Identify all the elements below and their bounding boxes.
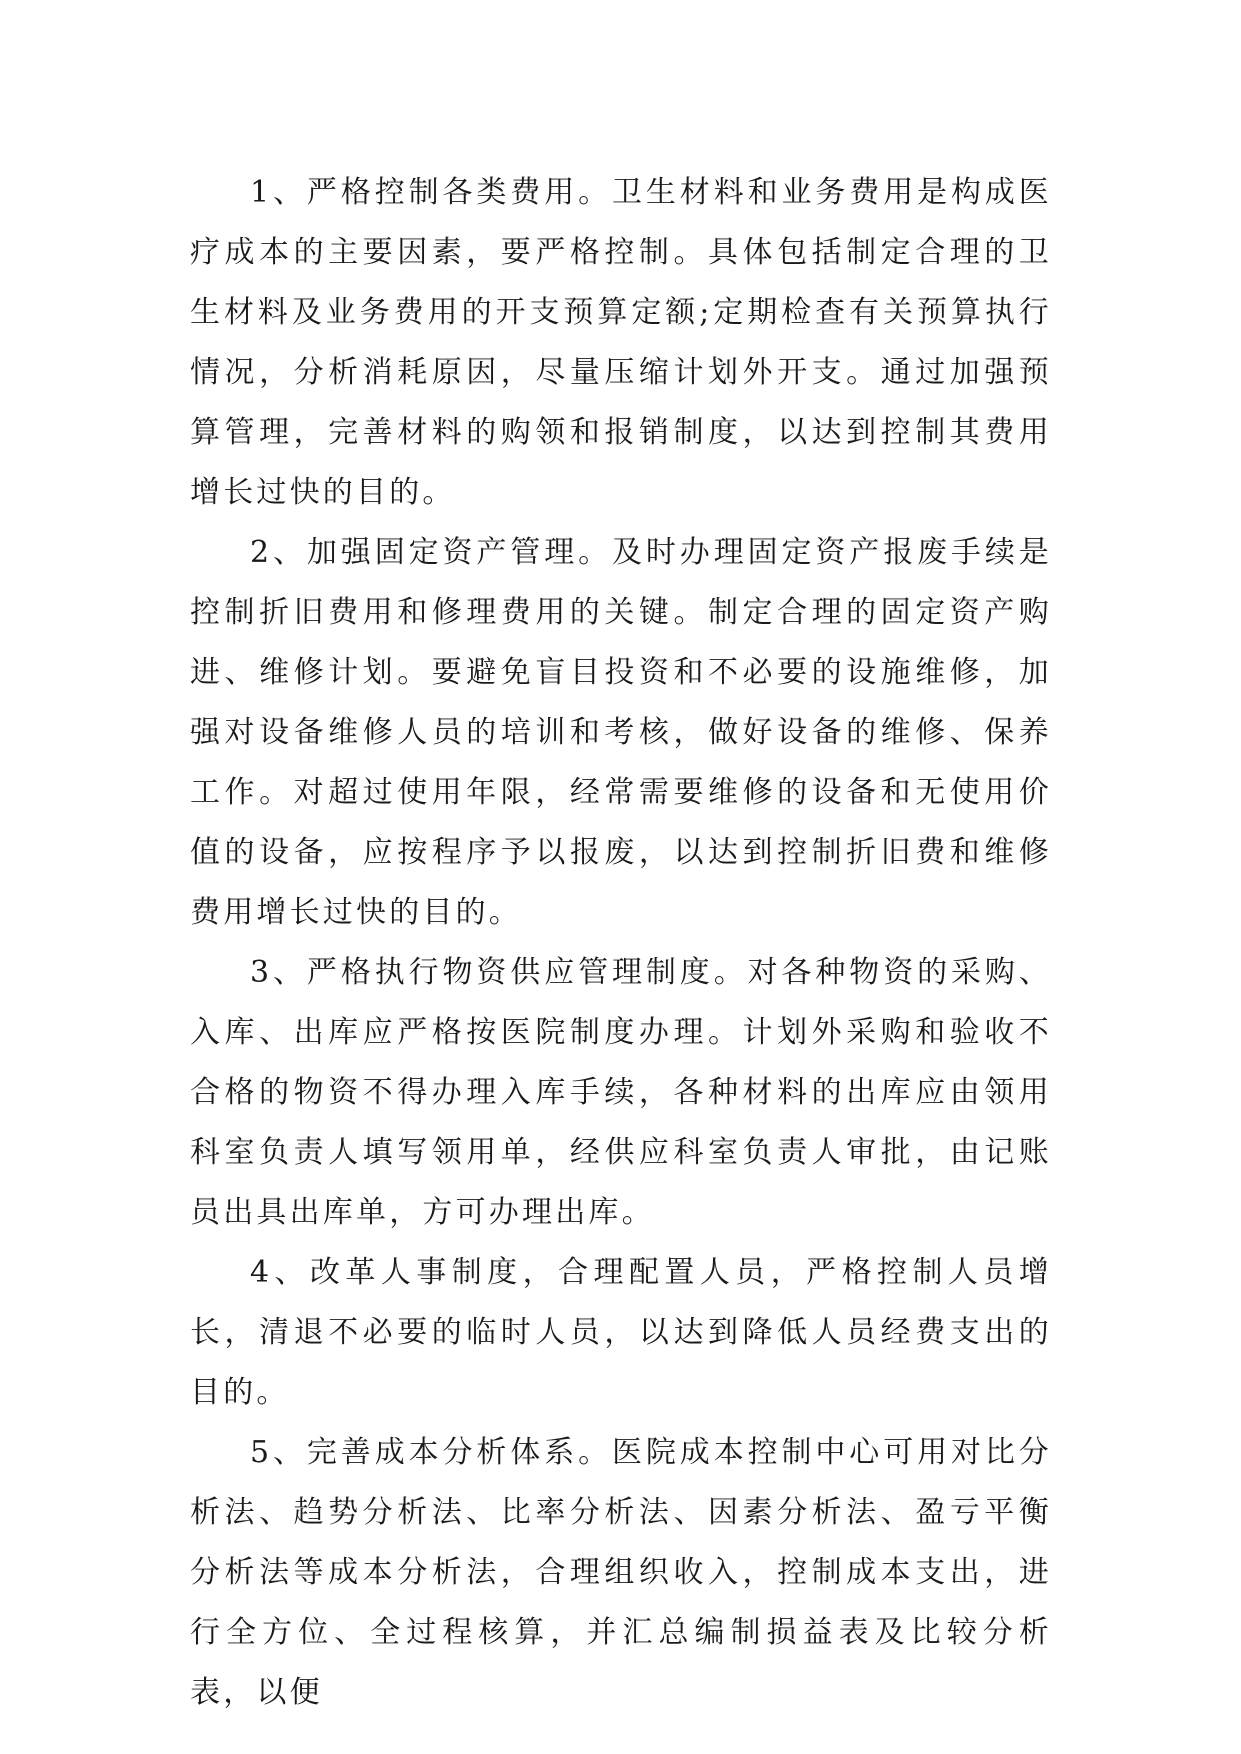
paragraph-1: 1、严格控制各类费用。卫生材料和业务费用是构成医疗成本的主要因素，要严格控制。具体包括制定合理的卫生材料及业务费用的开支预算定额;定期检查有关预算执行情况，分析消耗原因，尽量压缩计划外开支。通过加强预算管理，完善材料的购领和报销制度，以达到控制其费用增长过快的目的。 [190, 175, 1052, 510]
paragraph-5: 5、完善成本分析体系。医院成本控制中心可用对比分析法、趋势分析法、比率分析法、因素分析法、盈亏平衡分析法等成本分析法，合理组织收入，控制成本支出，进行全方位、全过程核算，并汇总编制损益表及比较分析表，以便 [190, 1435, 1052, 1710]
paragraph-4: 4、改革人事制度，合理配置人员，严格控制人员增长，清退不必要的临时人员，以达到降低人员经费支出的目的。 [190, 1255, 1052, 1410]
paragraph-3: 3、严格执行物资供应管理制度。对各种物资的采购、入库、出库应严格按医院制度办理。计划外采购和验收不合格的物资不得办理入库手续，各种材料的出库应由领用科室负责人填写领用单，经供应科室负责人审批，由记账员出具出库单，方可办理出库。 [190, 955, 1052, 1230]
paragraph-2: 2、加强固定资产管理。及时办理固定资产报废手续是控制折旧费用和修理费用的关键。制定合理的固定资产购进、维修计划。要避免盲目投资和不必要的设施维修，加强对设备维修人员的培训和考核，做好设备的维修、保养工作。对超过使用年限，经常需要维修的设备和无使用价值的设备，应按程序予以报废，以达到控制折旧费和维修费用增长过快的目的。 [190, 535, 1052, 930]
document-body [190, 163, 1052, 1723]
